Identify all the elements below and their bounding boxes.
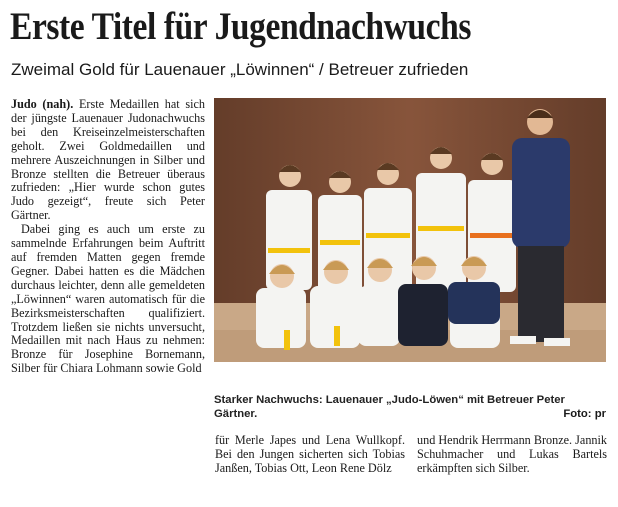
paragraph-1 (11, 98, 205, 223)
article-column-right: und Hendrik Herrmann Bronze. Jannik Schuhmacher und Lukas Bartels erkämpften sich Silber. (417, 433, 607, 475)
paragraph-2: Dabei ging es auch um erste zu sammelnde Erfahrungen beim Auftritt auf fremden Matten gegen fremde Gegner. Dabei hatten es die Mädchen durchaus leichter, denn alle gemeldeten „Löwinnen“ waren automatisch für die Bezirksmeisterschaften qualifiziert. Trotzdem ließen sie nichts unversucht, Medaillen mit nach Haus zu nehmen: Bronze für Josephine Bornemann, Silber für Chiara Lohmann sowie Gold (11, 222, 205, 376)
team-photo-illustration (214, 98, 606, 362)
article-column-left (11, 98, 205, 498)
dateline: Judo (nah). (11, 97, 74, 111)
headline: Erste Titel für Jugendnachwuchs (10, 5, 471, 48)
paragraph-1-text: Erste Medaillen hat sich der jüngste Lauenauer Judonachwuchs bei den Kreiseinzelmeisterschaften geholt. Zwei Goldmedaillen und mehrere Auszeichnungen in Silber und Bronze stellten die Betreuer überaus zufrieden: „Hier wurde schon gutes Judo gezeigt“, freute sich Peter Gärtner. (11, 97, 205, 223)
subhead: Zweimal Gold für Lauenauer „Löwinnen“ / Betreuer zufrieden (11, 60, 469, 79)
photo-caption: Starker Nachwuchs: Lauenauer „Judo-Löwen“ mit Betreuer Peter Gärtner. (214, 394, 565, 420)
article-column-middle: für Merle Japes und Lena Wullkopf. Bei den Jungen sicherten sich Tobias Janßen, Tobias Ott, Leon Rene Dölz (215, 433, 405, 475)
team-photo (214, 98, 606, 362)
photo-credit: Foto: pr (563, 408, 606, 420)
